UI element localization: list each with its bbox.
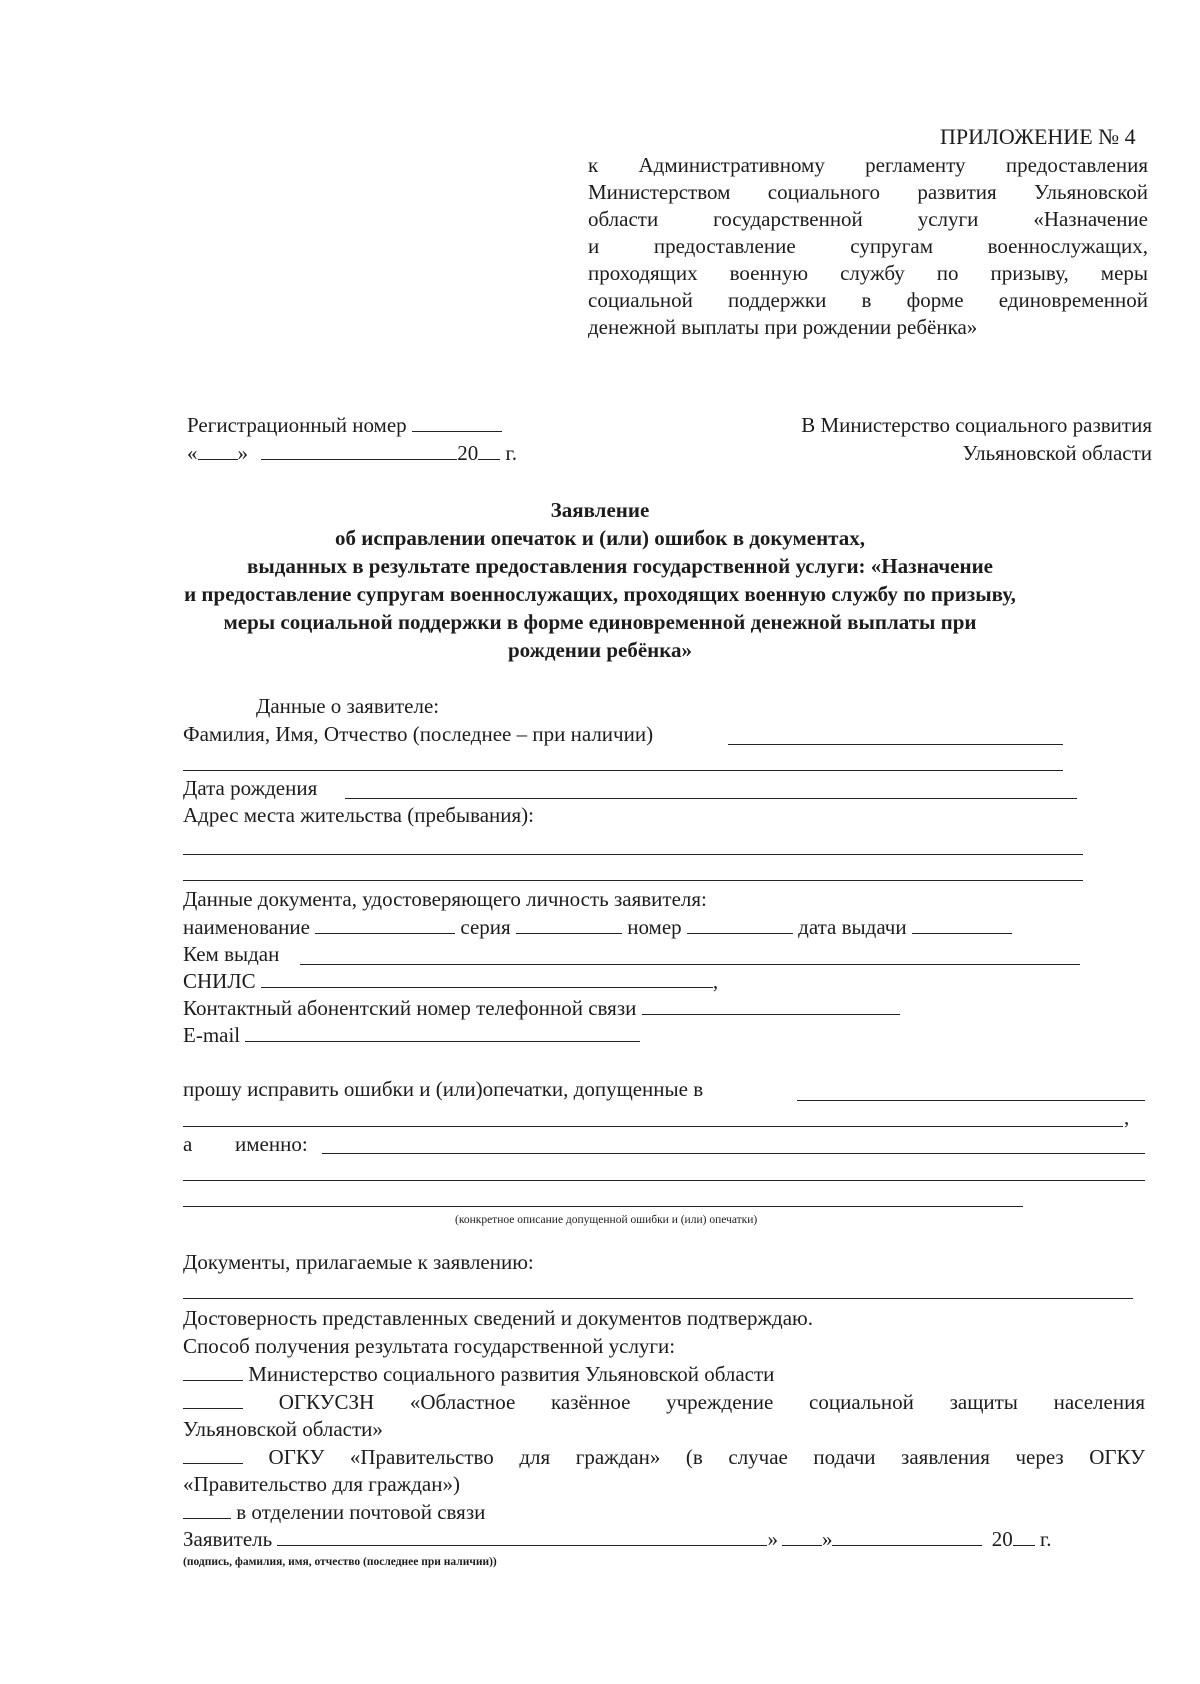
delivery-option-post [183,1499,485,1525]
fio-label: Фамилия, Имя, Отчество (последнее – при наличии) [183,722,654,746]
id-document-section-label: Данные документа, удостоверяющего личность заявителя: [183,887,707,911]
signature-caption: (подпись, фамилия, имя, отчество (последнее при наличии)) [183,1556,497,1568]
confirmation-text: Достоверность представленных сведений и документов подтверждаю. [183,1306,813,1330]
email-label: E-mail [183,1023,241,1047]
registration-year-field[interactable] [478,441,500,460]
doc-series-label: серия [460,915,511,939]
doc-number-label: номер [627,915,682,939]
birth-date-field[interactable] [345,798,1077,799]
registration-date [187,440,517,466]
delivery-option-ministry [183,1361,774,1387]
signature-row [183,1526,1051,1552]
registration-year: 20 [457,441,479,465]
appendix-title: ПРИЛОЖЕНИЕ № 4 [940,124,1136,149]
signature-year: 20 [991,1527,1013,1551]
fio-field[interactable] [728,744,1063,745]
signature-day-field[interactable] [782,1527,822,1546]
heading-line: рождении ребёнка» [507,638,693,662]
fio-field-continued[interactable] [183,770,1063,771]
error-description-field-line2[interactable] [183,1180,1145,1181]
namely-label: именно: [235,1132,308,1156]
doc-issue-date-field[interactable] [912,915,1012,934]
doc-issue-date-label: дата выдачи [798,915,907,939]
signature-quote2: » [821,1527,833,1551]
registration-day-field[interactable] [198,441,238,460]
delivery-option-ogkuszn [183,1389,1145,1415]
doc-series-field[interactable] [516,915,622,934]
id-document-row [183,914,1012,940]
signature-quote: » [767,1527,778,1551]
delivery-option-ministry-label: Министерство социального развития Ульяновской области [248,1362,775,1386]
registration-label: Регистрационный номер [187,413,407,437]
issued-by-label: Кем выдан [183,942,280,966]
signature-month-field[interactable] [832,1527,982,1546]
appendix-line: социальной поддержки в форме единовременной [588,288,1148,312]
date-close-quote: » [237,441,248,465]
request-documents-field-continued[interactable] [183,1126,1123,1127]
namely-a: а [183,1132,193,1156]
appendix-line: области государственной услуги «Назначение [588,207,1148,231]
error-description-caption: (конкретное описание допущенной ошибки и (или) опечатки) [455,1214,758,1226]
issued-by-field[interactable] [300,964,1080,965]
delivery-option-post-label: в отделении почтовой связи [236,1500,486,1524]
appendix-line: и предоставление супругам военнослужащих, [588,234,1148,258]
error-description-field-line1[interactable] [322,1153,1145,1154]
appendix-line: к Административному регламенту предоставления [588,153,1148,177]
birth-date-label: Дата рождения [183,776,318,800]
phone-row [183,995,900,1021]
signature-field[interactable] [277,1527,767,1546]
delivery-option-government-mark[interactable] [183,1445,243,1464]
request-documents-field[interactable] [797,1100,1145,1101]
appendix-line: проходящих военную службу по призыву, меры [588,261,1148,285]
delivery-option-ogkuszn-mark[interactable] [183,1390,243,1409]
error-description-field-line3[interactable] [183,1206,1023,1207]
heading-line: выданных в результате предоставления государственной услуги: «Назначение [246,554,994,578]
request-text: прошу исправить ошибки и (или)опечатки, допущенные в [183,1077,704,1101]
snils-row [183,968,718,994]
doc-name-field[interactable] [315,915,455,934]
address-label: Адрес места жительства (пребывания): [183,803,535,827]
delivery-option-post-mark[interactable] [183,1500,231,1519]
delivery-option-government [183,1444,1145,1470]
snils-label: СНИЛС [183,969,256,993]
address-field-line1[interactable] [183,854,1083,855]
heading-title: Заявление [550,498,650,522]
delivery-option-ogkuszn-cont: Ульяновской области» [183,1417,383,1441]
email-field[interactable] [245,1023,640,1042]
registration-number-field[interactable] [412,413,502,432]
attachments-field[interactable] [183,1298,1133,1299]
appendix-line: Министерством социального развития Ульяновской [588,180,1148,204]
request-line-suffix: , [1124,1105,1130,1129]
signature-year-suffix: г. [1039,1527,1052,1551]
delivery-option-government-label: ОГКУ «Правительство для граждан» (в случае подачи заявления через ОГКУ [268,1445,1145,1469]
heading-line: и предоставление супругам военнослужащих, проходящих военную службу по призыву, [184,582,1016,606]
heading-line: об исправлении опечаток и (или) ошибок в документах, [334,526,865,550]
date-open-quote: « [187,441,198,465]
delivery-option-ministry-mark[interactable] [183,1362,243,1381]
signature-year-field[interactable] [1013,1527,1035,1546]
address-field-line2[interactable] [183,880,1083,881]
doc-name-label: наименование [183,915,310,939]
addressee-line2: Ульяновской области [962,441,1152,465]
applicant-section-label: Данные о заявителе: [256,694,440,718]
phone-field[interactable] [642,996,900,1015]
heading-line: меры социальной поддержки в форме единовременной денежной выплаты при [223,610,977,634]
email-row [183,1022,640,1048]
registration-month-field[interactable] [261,441,457,460]
delivery-label: Способ получения результата государственной услуги: [183,1334,676,1358]
attachments-label: Документы, прилагаемые к заявлению: [183,1250,534,1274]
snils-suffix: , [712,969,719,993]
registration-year-suffix: г. [505,441,517,465]
snils-field[interactable] [261,969,713,988]
delivery-option-government-cont: «Правительство для граждан») [183,1472,460,1496]
addressee-line1: В Министерство социального развития [801,413,1152,437]
phone-label: Контактный абонентский номер телефонной связи [183,996,637,1020]
signature-label: Заявитель [183,1527,273,1551]
appendix-text [588,152,1148,341]
appendix-line: денежной выплаты при рождении ребёнка» [588,315,978,339]
registration-number [187,412,502,438]
doc-number-field[interactable] [687,915,793,934]
delivery-option-ogkuszn-label: ОГКУСЗН «Областное казённое учреждение социальной защиты населения [278,1390,1145,1414]
